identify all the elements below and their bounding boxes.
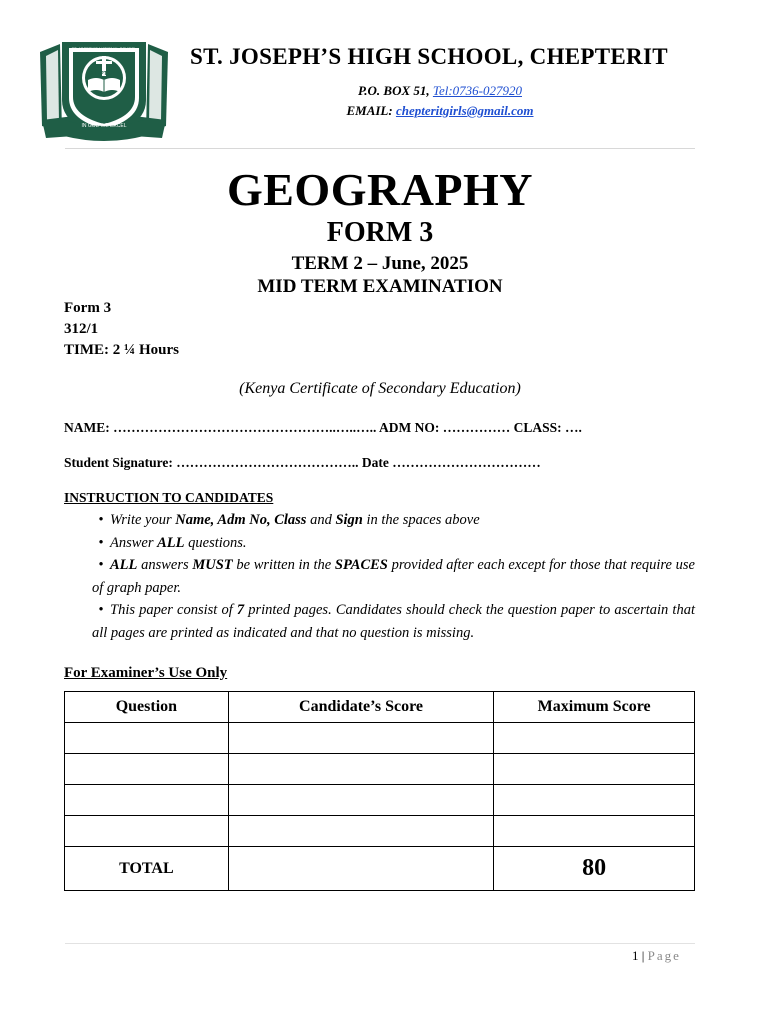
table-cell[interactable]: [228, 723, 494, 754]
page-separator: |: [638, 948, 648, 963]
table-cell[interactable]: [494, 816, 695, 847]
logo-arc-text: ST. JOSEPH'S NATIONAL SCHOOL: [71, 46, 137, 51]
logo-motto: IN GOD WE EXCEL: [81, 123, 127, 129]
table-cell[interactable]: [494, 723, 695, 754]
table-row: [65, 754, 695, 785]
email-link[interactable]: chepteritgirls@gmail.com: [395, 103, 534, 118]
instruction-item: • This paper consist of 7 printed pages. Candidates should check the question paper to ascertain that all pages are printed as indicated and that no question is missing.: [92, 599, 695, 644]
instruction-item: • ALL answers MUST be written in the SPACES provided after each except for those that require use of graph paper.: [64, 554, 695, 599]
total-candidate-score-cell[interactable]: [228, 847, 494, 891]
exam-title: MID TERM EXAMINATION: [257, 276, 503, 297]
header-divider: [65, 148, 695, 149]
table-cell[interactable]: [228, 785, 494, 816]
page-word: Page: [647, 948, 681, 963]
table-cell[interactable]: [65, 723, 229, 754]
table-row: [65, 785, 695, 816]
instruction-item: • Answer ALL questions.: [92, 532, 695, 555]
meta-form: Form 3: [64, 300, 112, 316]
column-header-question: Question: [65, 692, 229, 723]
total-label: TOTAL: [65, 847, 229, 891]
table-row: [65, 723, 695, 754]
name-adm-class-field[interactable]: NAME: …………………………………………..…..….. ADM NO: …………… CLASS: ….: [64, 420, 582, 435]
form-title: FORM 3: [326, 217, 434, 248]
score-table: [64, 691, 695, 891]
school-name: ST. JOSEPH’S HIGH SCHOOL, CHEPTERIT: [190, 44, 668, 69]
instructions-heading: INSTRUCTION TO CANDIDATES: [64, 490, 274, 505]
meta-time: TIME: 2 ¼ Hours: [64, 342, 180, 358]
column-header-maximum-score: Maximum Score: [494, 692, 695, 723]
table-cell[interactable]: [65, 785, 229, 816]
table-cell[interactable]: [228, 754, 494, 785]
term-title: TERM 2 – June, 2025: [291, 253, 469, 274]
instructions-list: [92, 509, 695, 644]
signature-date-field[interactable]: Student Signature: ………………………………….. Date ……………………………: [64, 455, 541, 470]
instruction-item: • Write your Name, Adm No, Class and Sign in the spaces above: [92, 509, 695, 532]
kcse-subtitle: (Kenya Certificate of Secondary Education): [239, 380, 521, 397]
table-cell[interactable]: [65, 816, 229, 847]
table-cell[interactable]: [228, 816, 494, 847]
examiner-heading: For Examiner’s Use Only: [64, 665, 228, 681]
page-number-value: 1: [632, 948, 639, 963]
contact-line-2: [0, 103, 768, 119]
page-number: [632, 948, 681, 964]
telephone-link[interactable]: Tel:0736-027920: [432, 83, 522, 98]
bullet-icon: •: [98, 512, 104, 528]
bullet-icon: •: [98, 534, 104, 551]
total-row: [65, 847, 695, 891]
email-label: EMAIL:: [346, 103, 396, 118]
bullet-icon: •: [98, 557, 104, 573]
meta-paper-code: 312/1: [64, 321, 99, 337]
table-cell[interactable]: [494, 754, 695, 785]
column-header-candidate-score: Candidate’s Score: [228, 692, 494, 723]
po-box: P.O. BOX 51,: [358, 83, 433, 98]
table-header-row: [65, 692, 695, 723]
bullet-icon: •: [98, 602, 104, 618]
table-cell[interactable]: [65, 754, 229, 785]
logo-name-text: CHEPTERIT: [88, 71, 120, 77]
total-maximum-score: 80: [494, 847, 695, 891]
contact-line-1: [0, 83, 768, 99]
table-row: [65, 816, 695, 847]
table-cell[interactable]: [494, 785, 695, 816]
footer-divider: [65, 943, 695, 944]
subject-title: GEOGRAPHY: [226, 164, 534, 215]
